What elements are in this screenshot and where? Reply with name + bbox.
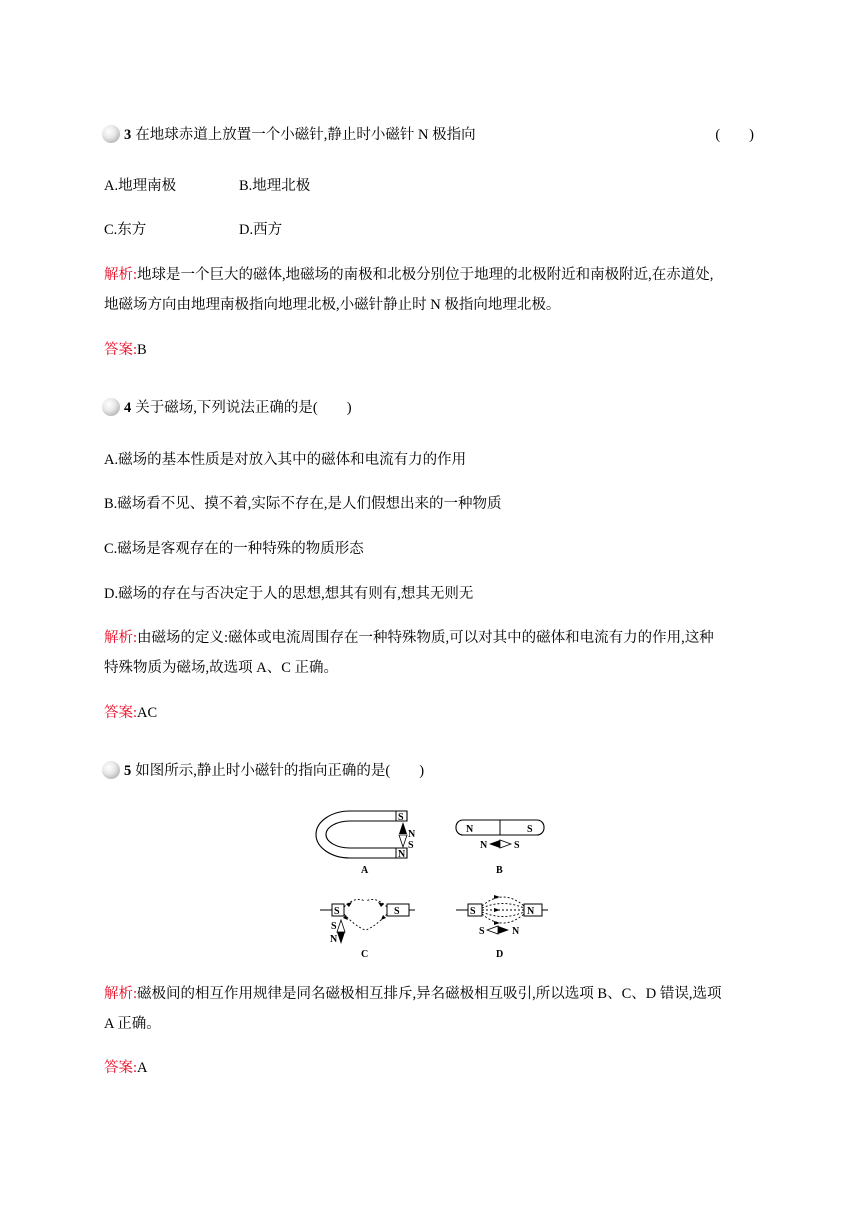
pole-label: S — [334, 906, 340, 917]
analysis-label: 解析: — [104, 630, 138, 646]
analysis-label: 解析: — [104, 267, 138, 283]
pole-label: N — [466, 824, 474, 835]
needle-label: N — [480, 840, 488, 851]
answer-line — [104, 1058, 148, 1078]
needle-label: S — [408, 840, 414, 851]
needle-label: S — [331, 921, 337, 932]
needle-label: S — [514, 840, 520, 851]
option-c: C.磁场是客观存在的一种特殊的物质形态 — [104, 541, 364, 557]
needle-label: N — [330, 934, 338, 945]
analysis-text: 磁极间的相互作用规律是同名磁极相互排斥,异名磁极相互吸引,所以选项 B、C、D 错误,选项 — [137, 986, 722, 1002]
figure-b — [456, 820, 544, 876]
question-5-stem — [104, 761, 424, 781]
question-marker-icon — [102, 398, 120, 416]
analysis-line — [104, 984, 721, 1004]
question-number: 4 — [124, 400, 132, 416]
analysis-text: 地球是一个巨大的磁体,地磁场的南极和北极分别位于地理的北极附近和南极附近,在赤道处, — [137, 267, 714, 283]
question-text: 关于磁场,下列说法正确的是( ) — [135, 400, 352, 416]
question-number: 5 — [124, 763, 132, 779]
analysis-line: 特殊物质为磁场,故选项 A、C 正确。 — [104, 660, 339, 676]
figure-d — [456, 895, 548, 960]
pole-label: S — [394, 906, 400, 917]
analysis-text: 由磁场的定义:磁体或电流周围存在一种特殊物质,可以对其中的磁体和电流有力的作用,这种 — [137, 630, 714, 646]
option-a: A.磁场的基本性质是对放入其中的磁体和电流有力的作用 — [104, 452, 467, 468]
question-marker-icon — [102, 761, 120, 779]
option-b: B.地理北极 — [239, 178, 311, 194]
option-a: A.地理南极 — [104, 178, 177, 194]
magnet-figure — [310, 808, 560, 963]
figure-c — [320, 899, 415, 960]
needle-label: N — [408, 829, 416, 840]
analysis-line: A 正确。 — [104, 1016, 161, 1032]
analysis-label: 解析: — [104, 986, 138, 1002]
option-d: D.西方 — [239, 222, 283, 238]
option-d: D.磁场的存在与否决定于人的思想,想其有则有,想其无则无 — [104, 586, 474, 602]
answer-label: 答案: — [104, 705, 138, 721]
question-marker-icon — [102, 125, 120, 143]
figure-caption: C — [361, 949, 369, 960]
analysis-line: 地磁场方向由地理南极指向地理北极,小磁针静止时 N 极指向地理北极。 — [104, 297, 561, 313]
answer-line — [104, 703, 157, 723]
analysis-line — [104, 628, 714, 648]
answer-value: B — [137, 342, 147, 358]
question-4-stem — [104, 398, 352, 418]
answer-blank: ( ) — [715, 127, 754, 143]
pole-label: S — [470, 906, 476, 917]
needle-label: N — [512, 926, 520, 937]
option-c: C.东方 — [104, 222, 147, 238]
figure-caption: A — [361, 865, 369, 876]
answer-label: 答案: — [104, 342, 138, 358]
figure-a — [316, 811, 416, 876]
pole-label: S — [398, 812, 404, 823]
analysis-line — [104, 265, 713, 285]
answer-value: A — [137, 1060, 148, 1076]
answer-line — [104, 340, 147, 360]
figure-caption: B — [496, 865, 503, 876]
pole-label: N — [527, 906, 535, 917]
question-3-stem — [104, 125, 754, 145]
question-number: 3 — [124, 127, 132, 143]
option-b: B.磁场看不见、摸不着,实际不存在,是人们假想出来的一种物质 — [104, 496, 502, 512]
needle-label: S — [479, 926, 485, 937]
question-text: 在地球赤道上放置一个小磁针,静止时小磁针 N 极指向 — [135, 127, 476, 143]
pole-label: S — [527, 824, 533, 835]
question-text: 如图所示,静止时小磁针的指向正确的是( ) — [135, 763, 425, 779]
answer-label: 答案: — [104, 1060, 138, 1076]
figure-caption: D — [496, 949, 504, 960]
pole-label: N — [398, 849, 406, 860]
answer-value: AC — [137, 705, 158, 721]
